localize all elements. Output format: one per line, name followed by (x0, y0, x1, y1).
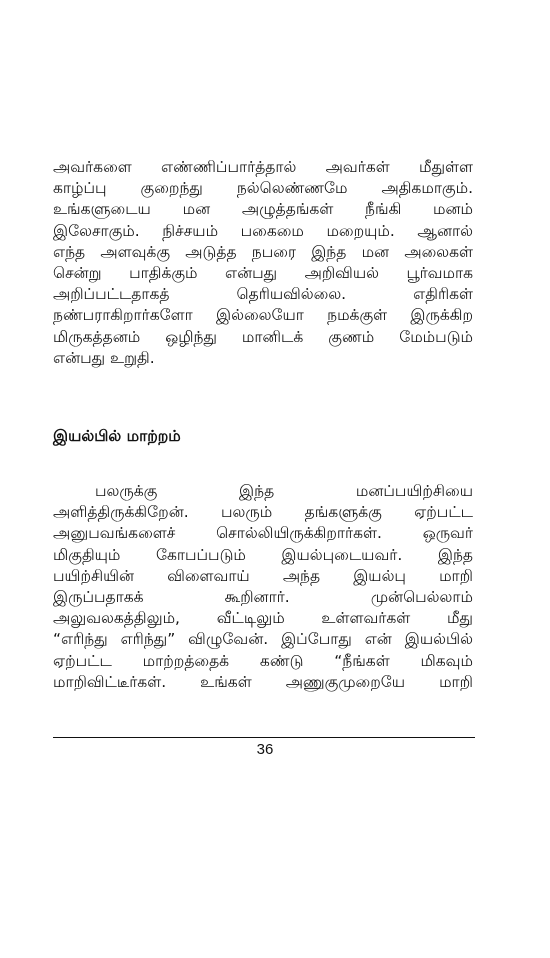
paragraph-1-line: உங்களுடைய மன அழுத்தங்கள் நீங்கி மனம் (53, 200, 473, 219)
paragraph-2-line: அனுபவங்களைச் சொல்லியிருக்கிறார்கள். ஒருவர் (53, 524, 473, 543)
paragraph-1-line: மிருகத்தனம் ஒழிந்து மானிடக் குணம் மேம்படும் (53, 327, 473, 346)
paragraph-1 (53, 157, 473, 369)
paragraph-1-line: அவர்களை எண்ணிப்பார்த்தால் அவர்கள் மீதுள்ள (53, 158, 473, 176)
paragraph-1-line: இலேசாகும். நிச்சயம் பகைமை மறையும். ஆனால் (53, 221, 473, 240)
section-heading: இயல்பில் மாற்றம் (53, 427, 181, 445)
paragraph-2-line: ஏற்பட்ட மாற்றத்தைக் கண்டு “நீங்கள் மிகவும் (53, 651, 473, 670)
paragraph-2-line: பயிற்சியின் விளைவாய் அந்த இயல்பு மாறி (53, 566, 473, 585)
paragraph-2-line: மிகுதியும் கோபப்படும் இயல்புடையவர். இந்த (53, 545, 473, 564)
paragraph-1-line: காழ்ப்பு குறைந்து நல்லெண்ணமே அதிகமாகும். (53, 179, 473, 198)
paragraph-2-line: மாறிவிட்டீர்கள். உங்கள் அணுகுமுறையே மாறி (53, 672, 473, 691)
paragraph-1-line: சென்று பாதிக்கும் என்பது அறிவியல் பூர்வமாக (53, 263, 473, 282)
paragraph-1-line: எந்த அளவுக்கு அடுத்த நபரை இந்த மன அலைகள் (53, 242, 473, 261)
paragraph-2 (53, 481, 473, 693)
paragraph-2-line: அலுவலகத்திலும், வீட்டிலும் உள்ளவர்கள் மீது (53, 609, 473, 628)
paragraph-2-line: “எரிந்து எரிந்து” விழுவேன். இப்போது என் இயல்பில் (53, 630, 473, 649)
footer-divider (53, 737, 475, 738)
paragraph-2-line: அளித்திருக்கிறேன். பலரும் தங்களுக்கு ஏற்பட்ட (53, 503, 473, 522)
page-number: 36 (256, 741, 274, 758)
paragraph-2-line: இருப்பதாகக் கூறினார். முன்பெல்லாம் (53, 587, 473, 606)
paragraph-2-line: பலருக்கு இந்த மனப்பயிற்சியை (95, 482, 473, 500)
paragraph-1-line: என்பது உறுதி. (53, 348, 155, 367)
paragraph-1-line: நண்பராகிறார்களோ இல்லையோ நமக்குள் இருக்கிற (53, 306, 473, 325)
paragraph-1-line: அறிப்பட்டதாகத் தெரியவில்லை. எதிரிகள் (53, 285, 473, 304)
